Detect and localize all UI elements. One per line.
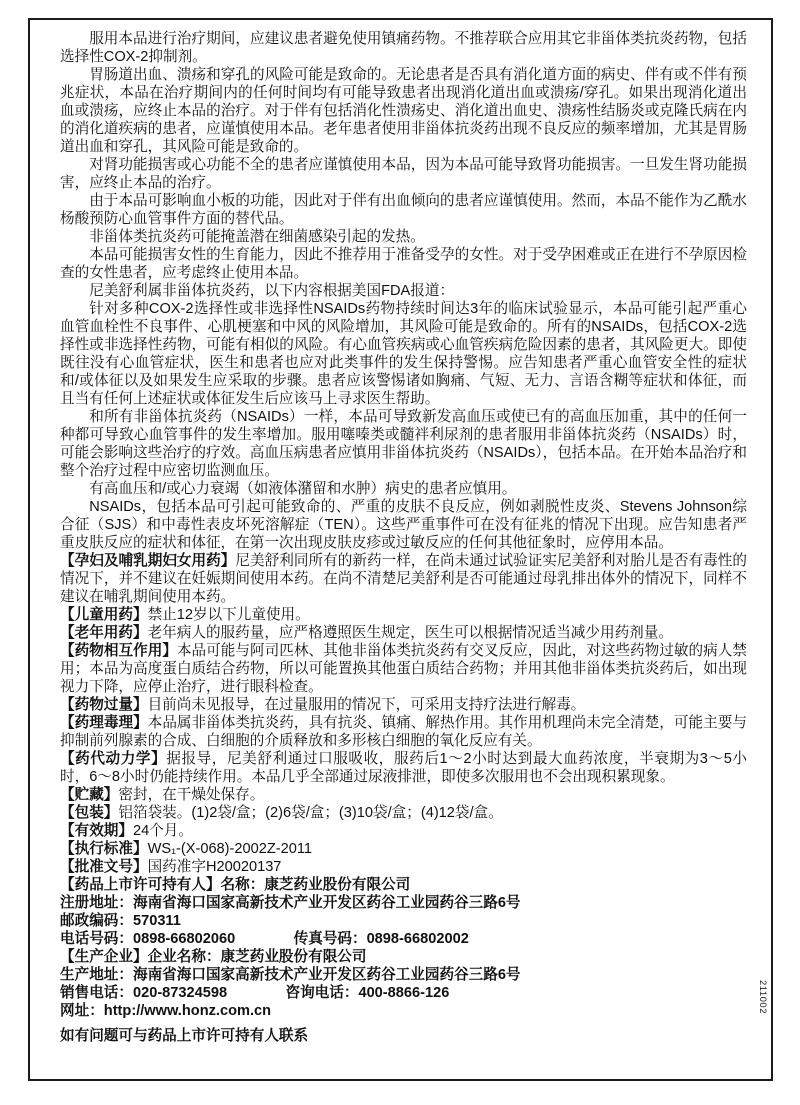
paragraph <box>60 948 747 966</box>
paragraph-text: 本品可能与阿司匹林、其他非甾体类抗炎药有交叉反应，因此，对这些药物过敏的病人禁用；本品为高度蛋白质结合药物，所以可能置换其他蛋白质结合药物；并用其他非甾体类抗炎药后，如出现视力下降，应停止治疗，进行眼科检查。 <box>60 643 747 695</box>
paragraph <box>60 786 747 804</box>
paragraph <box>60 246 747 282</box>
paragraph <box>60 30 747 66</box>
paragraph-text: 本品可能损害女性的生育能力，因此不推荐用于准备受孕的女性。对于受孕困难或正在进行不孕原因检查的女性患者，应考虑终止使用本品。 <box>60 247 747 281</box>
paragraph-text: 24个月。 <box>132 823 193 839</box>
paragraph-text: 由于本品可影响血小板的功能，因此对于伴有出血倾向的患者应谨慎使用。然而，本品不能作为乙酰水杨酸预防心血管事件方面的替代品。 <box>60 193 747 227</box>
paragraph-text: 针对多种COX-2选择性或非选择性NSAIDs药物持续时间达3年的临床试验显示，本品可能引起严重心血管血栓性不良事件、心肌梗塞和中风的风险增加，其风险可能是致命的。所有的NSAIDs，包括COX-2选择性或非选择性药物，可能有相似的风险。有心血管疾病或心血管疾病危险因素的患者，其风险更大。即使既往没有心血管症状，医生和患者也应对此类事件的发生保持警惕。应告知患者严重心血管安全性的症状和/或体征以及如果发生应采取的步骤。患者应该警惕诸如胸痛、气短、无力、言语含糊等症状和体征，而且当有任何上述症状或体征发生后应该马上寻求医生帮助。 <box>60 301 747 407</box>
paragraph-text: 电话号码：0898-66802060 传真号码：0898-66802002 <box>60 931 469 947</box>
section-label: 【贮藏】 <box>60 787 119 803</box>
paragraph <box>60 804 747 822</box>
paragraph <box>60 894 747 912</box>
section-label: 【药品上市许可持有人】 <box>60 877 221 893</box>
paragraph-text: 尼美舒利同所有的新药一样，在尚未通过试验证实尼美舒利对胎儿是否有毒性的情况下，并不建议在妊娠期间使用本药。在尚不清楚尼美舒利是否可能通过母乳排出体外的情况下，同样不建议在哺乳期间使用本药。 <box>60 553 747 605</box>
paragraph <box>60 1027 747 1045</box>
section-label: 【执行标准】 <box>60 841 148 857</box>
section-label: 【生产企业】 <box>60 949 148 965</box>
paragraph-text: 有高血压和/或心力衰竭（如液体潴留和水肿）病史的患者应慎用。 <box>89 481 517 497</box>
section-label: 【孕妇及哺乳期妇女用药】 <box>60 553 236 569</box>
paragraph-text: 禁止12岁以下儿童使用。 <box>147 607 310 623</box>
paragraph-text: 铝箔袋装。(1)2袋/盒；(2)6袋/盒；(3)10袋/盒；(4)12袋/盒。 <box>118 805 503 821</box>
paragraph-text: 服用本品进行治疗期间，应建议患者避免使用镇痛药物。不推荐联合应用其它非甾体类抗炎药物，包括选择性COX-2抑制剂。 <box>60 31 747 65</box>
paragraph <box>60 858 747 876</box>
paragraph-text: 对肾功能损害或心功能不全的患者应谨慎使用本品，因为本品可能导致肾功能损害。一旦发生肾功能损害，应终止本品的治疗。 <box>60 157 747 191</box>
paragraph-text: 目前尚未见报导，在过量服用的情况下，可采用支持疗法进行解毒。 <box>147 697 586 713</box>
paragraph-text: 网址：http://www.honz.com.cn <box>60 1003 272 1019</box>
paragraph <box>60 480 747 498</box>
paragraph-text: 注册地址：海南省海口国家高新技术产业开发区药谷工业园药谷三路6号 <box>60 895 521 911</box>
paragraph <box>60 714 747 750</box>
batch-number: 211002 <box>757 980 768 1014</box>
paragraph <box>60 498 747 552</box>
paragraph <box>60 156 747 192</box>
paragraph-text: WS₁-(X-068)-2002Z-2011 <box>147 841 313 857</box>
section-label: 【药代动力学】 <box>60 751 167 767</box>
paragraph <box>60 642 747 696</box>
paragraph-text: 名称：康芝药业股份有限公司 <box>220 877 411 893</box>
paragraph <box>60 300 747 408</box>
paragraph-text: 密封，在干燥处保存。 <box>118 787 265 803</box>
paragraph <box>60 822 747 840</box>
section-label: 【药物过量】 <box>60 697 148 713</box>
paragraph-text: 老年病人的服药量，应严格遵照医生规定，医生可以根据情况适当减少用药剂量。 <box>147 625 673 641</box>
paragraph <box>60 696 747 714</box>
section-label: 【儿童用药】 <box>60 607 148 623</box>
paragraph-text: NSAIDs，包括本品可引起可能致命的、严重的皮肤不良反应，例如剥脱性皮炎、Stevens Johnson综合征（SJS）和中毒性表皮坏死溶解症（TEN）。这些严重事件可在没有征兆的情况下出现。应告知患者严重皮肤反应的症状和体征，在第一次出现皮肤皮疹或过敏反应的任何其他征象时，应停用本品。 <box>60 499 747 551</box>
section-label: 【批准文号】 <box>60 859 148 875</box>
paragraph <box>60 606 747 624</box>
paragraph <box>60 1002 747 1020</box>
paragraph-text: 企业名称：康芝药业股份有限公司 <box>147 949 367 965</box>
paragraph-text: 国药准字H20020137 <box>147 859 282 875</box>
paragraph <box>60 408 747 480</box>
paragraph-text: 如有问题可与药品上市许可持有人联系 <box>60 1028 309 1044</box>
paragraph <box>60 840 747 858</box>
section-label: 【包装】 <box>60 805 119 821</box>
paragraph <box>60 192 747 228</box>
paragraph <box>60 966 747 984</box>
paragraph <box>60 552 747 606</box>
paragraph <box>60 984 747 1002</box>
paragraph <box>60 912 747 930</box>
section-label: 【药物相互作用】 <box>60 643 177 659</box>
paragraph <box>60 930 747 948</box>
paragraph <box>60 228 747 246</box>
section-label: 【老年用药】 <box>60 625 148 641</box>
paragraph-text: 非甾体类抗炎药可能掩盖潜在细菌感染引起的发热。 <box>89 229 425 245</box>
section-label: 【药理毒理】 <box>60 715 148 731</box>
paragraph <box>60 876 747 894</box>
paragraph-text: 和所有非甾体抗炎药（NSAIDs）一样，本品可导致新发高血压或使已有的高血压加重，其中的任何一种都可导致心血管事件的发生率增加。服用噻嗪类或髓袢利尿剂的患者服用非甾体抗炎药（NSAIDs）时，可能会影响这些治疗的疗效。高血压病患者应慎用非甾体抗炎药（NSAIDs），包括本品。在开始本品治疗和整个治疗过程中应密切监测血压。 <box>60 409 747 479</box>
paragraph <box>60 750 747 786</box>
paragraph-text: 据报导，尼美舒利通过口服吸收，服药后1～2小时达到最大血药浓度，半衰期为3～5小时，6～8小时仍能持续作用。本品几乎全部通过尿液排泄，即使多次服用也不会出现积累现象。 <box>60 751 747 785</box>
section-label: 【有效期】 <box>60 823 133 839</box>
paragraph-text: 销售电话：020-87324598 咨询电话：400-8866-126 <box>60 985 450 1001</box>
paragraph-text: 生产地址：海南省海口国家高新技术产业开发区药谷工业园药谷三路6号 <box>60 967 521 983</box>
paragraph-text: 邮政编码：570311 <box>60 913 181 929</box>
insert-text-body <box>60 30 747 1045</box>
paragraph <box>60 66 747 156</box>
paragraph <box>60 282 747 300</box>
paragraph-text: 尼美舒利属非甾体抗炎药，以下内容根据美国FDA报道： <box>89 283 455 299</box>
paragraph-text: 本品属非甾体类抗炎药，具有抗炎、镇痛、解热作用。其作用机理尚未完全清楚，可能主要与抑制前列腺素的合成、白细胞的介质释放和多形核白细胞的氧化反应有关。 <box>60 715 747 749</box>
paragraph-text: 胃肠道出血、溃疡和穿孔的风险可能是致命的。无论患者是否具有消化道方面的病史、伴有或不伴有预兆症状，本品在治疗期间内的任何时间均有可能导致患者出现消化道出血或溃疡/穿孔。如果出现消化道出血或溃疡，应终止本品的治疗。对于伴有包括消化性溃疡史、消化道出血史、溃疡性结肠炎或克隆氏病在内的消化道疾病的患者，应谨慎使用本品。老年患者使用非甾体抗炎药出现不良反应的频率增加，尤其是胃肠道出血和穿孔，其风险可能是致命的。 <box>60 67 747 155</box>
paragraph <box>60 624 747 642</box>
